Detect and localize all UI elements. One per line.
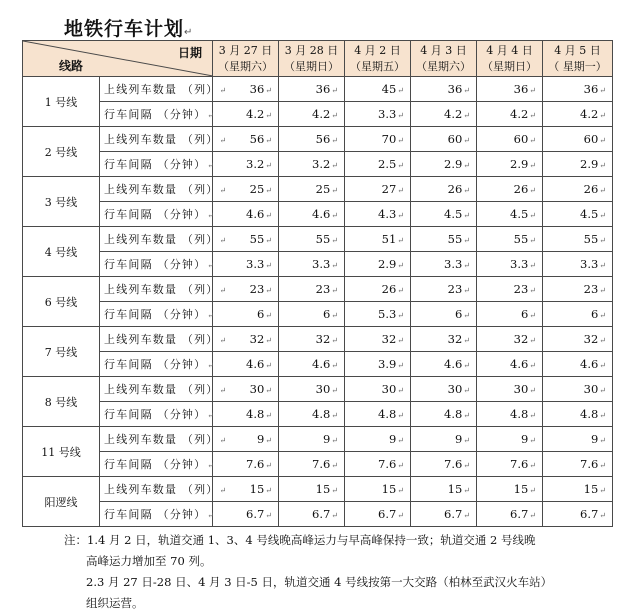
metric-interval-label: 行车间隔 （分钟） ↵ [100,102,213,127]
value-cell: 2.9 ↵ [411,152,477,177]
value-cell: 15 ↵ [345,477,411,502]
value-cell: 55 ↵ [411,227,477,252]
value-cell: 56 ↵ [279,127,345,152]
value-cell: 9 ↵ [279,427,345,452]
value-cell: 4.8 ↵ [279,402,345,427]
value-cell: 2.9 ↵ [543,152,613,177]
table-row [23,277,613,302]
table-row [23,177,613,202]
value-cell: 4.6 ↵ [279,352,345,377]
value-cell: 4.6 ↵ [213,352,279,377]
line-name-cell: 7 号线 [23,327,100,377]
value-cell: 30 ↵ [345,377,411,402]
value-cell: 3.3 ↵ [279,252,345,277]
value-cell: 7.6 ↵ [477,452,543,477]
metric-trains-label: 上线列车数量 （列） ↵ [100,377,213,402]
value-cell: 4.6 ↵ [411,352,477,377]
value-cell: 3.3 ↵ [345,102,411,127]
value-cell: 23 ↵ [543,277,613,302]
subway-schedule-table [22,40,613,527]
date-header: 3 月 27 日 （星期六） [213,41,279,77]
value-cell: 4.2 ↵ [477,102,543,127]
table-row [23,477,613,502]
line-name-cell: 4 号线 [23,227,100,277]
value-cell: 36 ↵ [477,77,543,102]
date-header: 3 月 28 日 （星期日） [279,41,345,77]
value-cell: 4.6 ↵ [477,352,543,377]
value-cell: 3.3 ↵ [213,252,279,277]
line-name-cell: 11 号线 [23,427,100,477]
metric-trains-label: 上线列车数量 （列） ↵ [100,227,213,252]
table-row [23,427,613,452]
table-row [23,152,613,177]
line-name-cell: 阳逻线 [23,477,100,527]
value-cell: 32 ↵ [543,327,613,352]
date-header: 4 月 2 日 （星期五） [345,41,411,77]
date-header: 4 月 5 日 （ 星期一） [543,41,613,77]
value-cell: 60 ↵ [411,127,477,152]
value-cell: 32 ↵ [477,327,543,352]
value-cell: 4.8 ↵ [411,402,477,427]
table-row [23,227,613,252]
value-cell: 15 ↵ [279,477,345,502]
value-cell: 36 ↵ [543,77,613,102]
metric-trains-label: 上线列车数量 （列） ↵ [100,327,213,352]
value-cell: 6.7 ↵ [477,502,543,527]
value-cell: 2.5 ↵ [345,152,411,177]
date-axis-label: 日期 [177,46,202,60]
value-cell: 23 ↵ [213,277,279,302]
metric-interval-label: 行车间隔 （分钟） ↵ [100,502,213,527]
note-line: 组织运营。 [86,596,144,610]
value-cell: 6.7 ↵ [279,502,345,527]
value-cell: 9 ↵ [411,427,477,452]
value-cell: 30 ↵ [279,377,345,402]
note-line: 高峰运力增加至 70 列。 [86,554,212,568]
value-cell: 6.7 ↵ [213,502,279,527]
value-cell: 30 ↵ [543,377,613,402]
schedule-body [23,77,613,527]
value-cell: 26 ↵ [345,277,411,302]
value-cell: 15 ↵ [411,477,477,502]
line-axis-label: 线路 [59,59,84,73]
value-cell: 70 ↵ [345,127,411,152]
value-cell: 60 ↵ [543,127,613,152]
value-cell: 4.5 ↵ [477,202,543,227]
value-cell: 3.3 ↵ [411,252,477,277]
value-cell: 55 ↵ [543,227,613,252]
metric-interval-label: 行车间隔 （分钟） ↵ [100,302,213,327]
value-cell: 30 ↵ [411,377,477,402]
metric-interval-label: 行车间隔 （分钟） ↵ [100,352,213,377]
value-cell: 6 ↵ [411,302,477,327]
value-cell: 7.6 ↵ [279,452,345,477]
value-cell: 3.2 ↵ [279,152,345,177]
metric-interval-label: 行车间隔 （分钟） ↵ [100,452,213,477]
metric-trains-label: 上线列车数量 （列） ↵ [100,277,213,302]
value-cell: 3.9 ↵ [345,352,411,377]
value-cell: 9 ↵ [477,427,543,452]
value-cell: 9 ↵ [543,427,613,452]
value-cell: 26 ↵ [411,177,477,202]
value-cell: 6.7 ↵ [345,502,411,527]
value-cell: 6 ↵ [213,302,279,327]
metric-trains-label: 上线列车数量 （列） ↵ [100,127,213,152]
table-row [23,252,613,277]
value-cell: 32 ↵ [213,327,279,352]
value-cell: 23 ↵ [411,277,477,302]
value-cell: 51 ↵ [345,227,411,252]
table-row [23,352,613,377]
metric-interval-label: 行车间隔 （分钟） ↵ [100,252,213,277]
value-cell: 30 ↵ [477,377,543,402]
value-cell: 4.8 ↵ [345,402,411,427]
value-cell: 23 ↵ [279,277,345,302]
line-name-cell: 3 号线 [23,177,100,227]
value-cell: 23 ↵ [477,277,543,302]
line-name-cell: 1 号线 [23,77,100,127]
value-cell: 6 ↵ [477,302,543,327]
note-line: 注：1.4 月 2 日，轨道交通 1、3、4 号线晚高峰运力与早高峰保持一致；轨道交通 2 号线晚 [64,533,536,547]
value-cell: 15 ↵ [543,477,613,502]
value-cell: 4.6 ↵ [543,352,613,377]
table-row [23,502,613,527]
value-cell: 7.6 ↵ [411,452,477,477]
value-cell: 3.2 ↵ [213,152,279,177]
metric-trains-label: 上线列车数量 （列） ↵ [100,77,213,102]
metric-interval-label: 行车间隔 （分钟） ↵ [100,402,213,427]
table-row [23,102,613,127]
date-header: 4 月 4 日 （星期日） [477,41,543,77]
value-cell: 32 ↵ [411,327,477,352]
value-cell: 36 ↵ [411,77,477,102]
value-cell: 36 ↵ [213,77,279,102]
value-cell: 9 ↵ [345,427,411,452]
value-cell: 32 ↵ [345,327,411,352]
footnotes [64,530,634,614]
value-cell: 7.6 ↵ [213,452,279,477]
value-cell: 4.2 ↵ [543,102,613,127]
metric-interval-label: 行车间隔 （分钟） ↵ [100,152,213,177]
value-cell: 15 ↵ [477,477,543,502]
value-cell: 4.5 ↵ [543,202,613,227]
value-cell: 27 ↵ [345,177,411,202]
value-cell: 4.3 ↵ [345,202,411,227]
value-cell: 5.3 ↵ [345,302,411,327]
table-row [23,202,613,227]
value-cell: 56 ↵ [213,127,279,152]
value-cell: 4.2 ↵ [213,102,279,127]
value-cell: 6 ↵ [279,302,345,327]
value-cell: 55 ↵ [213,227,279,252]
value-cell: 45 ↵ [345,77,411,102]
table-row [23,402,613,427]
metric-trains-label: 上线列车数量 （列） ↵ [100,477,213,502]
value-cell: 4.8 ↵ [213,402,279,427]
metric-trains-label: 上线列车数量 （列） ↵ [100,177,213,202]
metric-interval-label: 行车间隔 （分钟） ↵ [100,202,213,227]
value-cell: 26 ↵ [477,177,543,202]
value-cell: 7.6 ↵ [543,452,613,477]
table-row [23,377,613,402]
value-cell: 7.6 ↵ [345,452,411,477]
line-name-cell: 2 号线 [23,127,100,177]
value-cell: 2.9 ↵ [345,252,411,277]
value-cell: 30 ↵ [213,377,279,402]
value-cell: 3.3 ↵ [477,252,543,277]
value-cell: 15 ↵ [213,477,279,502]
line-name-cell: 6 号线 [23,277,100,327]
value-cell: 6.7 ↵ [411,502,477,527]
table-row [23,127,613,152]
value-cell: 55 ↵ [279,227,345,252]
value-cell: 4.8 ↵ [543,402,613,427]
value-cell: 25 ↵ [213,177,279,202]
value-cell: 6.7 ↵ [543,502,613,527]
value-cell: 4.2 ↵ [279,102,345,127]
value-cell: 4.6 ↵ [279,202,345,227]
page-title: 地铁行车计划↵ [64,18,194,40]
value-cell: 55 ↵ [477,227,543,252]
value-cell: 26 ↵ [543,177,613,202]
value-cell: 3.3 ↵ [543,252,613,277]
line-name-cell: 8 号线 [23,377,100,427]
value-cell: 36 ↵ [279,77,345,102]
date-header: 4 月 3 日 （星期六） [411,41,477,77]
value-cell: 4.2 ↵ [411,102,477,127]
diagonal-header-cell [23,41,213,77]
header-row [23,41,613,77]
value-cell: 4.6 ↵ [213,202,279,227]
table-row [23,302,613,327]
value-cell: 6 ↵ [543,302,613,327]
value-cell: 2.9 ↵ [477,152,543,177]
value-cell: 4.5 ↵ [411,202,477,227]
value-cell: 9 ↵ [213,427,279,452]
table-row [23,327,613,352]
note-line: 2.3 月 27 日-28 日、4 月 3 日-5 日，轨道交通 4 号线按第一大交路（柏林至武汉火车站） [86,575,553,589]
value-cell: 60 ↵ [477,127,543,152]
table-row [23,77,613,102]
value-cell: 25 ↵ [279,177,345,202]
value-cell: 4.8 ↵ [477,402,543,427]
value-cell: 32 ↵ [279,327,345,352]
metric-trains-label: 上线列车数量 （列） ↵ [100,427,213,452]
table-row [23,452,613,477]
